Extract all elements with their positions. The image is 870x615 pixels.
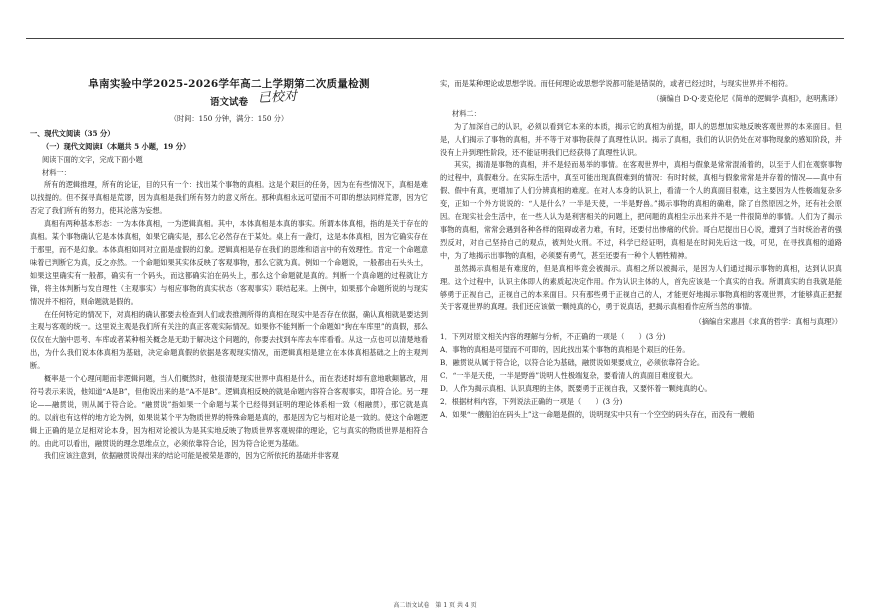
section-heading: 一、现代文阅读（35 分） [30, 128, 115, 138]
question-1-option: C．“一半是天使，一半是野兽”说明人性极端复杂，要看清人的真面目难度很大。 [440, 370, 698, 380]
subsection-heading: （一）现代文阅读Ⅰ（本题共 5 小题，19 分） [42, 141, 191, 151]
material1-continuation: 实，而是某种理论或思想学说。而任何理论或思想学说都可能是错误的，或者已经过时，与现实世界并不相符。 [440, 79, 793, 88]
material2-paragraph: 虽然揭示真相是有难度的，但是真相毕竟会被揭示。真相之所以被揭示，是因为人们通过揭示事物的真相，达到认识真理。这个过程中，认识主体即人的素质起决定作用。作为认识主体的人，首先应该是一个真实的自我。所谓真实的自我就是能够勇于正视自己，正视自己的本来面目。只有那些勇于正视自己的人，才能更好地揭示事物真相的客观世界，才能够真正把握关于客观世界的真理。我们还应该做一颗纯真的心，勇于说真话，把揭示真相看作应所当然的事情。 [440, 263, 842, 312]
right-column [440, 78, 842, 422]
exam-title: 阜南实验中学2025-2026学年高二上学期第二次质量检测 [88, 78, 370, 90]
exam-meta: （时间：150 分钟，满分：150 分） [169, 113, 289, 123]
material1-label: 材料一： [42, 167, 71, 177]
material2-paragraph: 为了加深自己的认识，必须以看到它本来的本质，揭示它的真相为前提，即人的思想加实地反映客观世界的本来面目。但是，人们揭示了事物的真相，并不等于对事物获得了真理性认识。揭示了真相，我们的认识仍处在对事物现象的感知阶段，并没有上升到理性阶段，还不能证明我们已经获得了真理性认识。 [440, 121, 842, 157]
material1-paragraph: 我们应该注意到，依据融贯说得出来的结论可能是被荣是谬的，因为它所依托的基础并非客观 [44, 451, 339, 461]
subject-title: 语文试卷 [209, 96, 248, 108]
material2-label: 材料二： [452, 108, 481, 118]
top-rule [26, 38, 844, 39]
material1-paragraph: 在任何特定的情况下，对真相的确认都要去检查到人们或表推测所得的真相在现实中是否存在依据，确认真相就是要达到主观与客观的统一。这里说主观是我们所有关注的真正客观实际情况。如果你不能判断一个命题如“狗在车库里”的真假，那么仅仅在大脑中思考、车库或者某种相关概念是无助于解决这个问题的，你要去找到车库去车库看看。从这一点也可以清楚地看出，为什么我们说本体真相为基础，决定命题真假的依据是客观现实情况，而逻辑真相是建立在本体真相基础之上的主观判断。 [30, 309, 428, 371]
question-2-option: A．如果“一艘船泊在码头上”这一命题是假的，说明现实中只有一个空空的码头存在，而没有一艘船 [440, 409, 755, 419]
question-1-option: B．融贯说从属于符合论，以符合论为基础，融贯说如果要成立，必须依靠符合论。 [440, 358, 705, 368]
material1-paragraph: 真相有两种基本形态：一为本体真相，一为逻辑真相。其中，本体真相是本真的事实。所谓本体真相，指的是关于存在的真相。某个事物确认它是本体真相，如果它确实是，那么它必然存在于某处。桌上有一盏灯，这是本体真相，因为它确实存在于那里，而不是幻象。本体真相如同对立面是虚假的幻象。逻辑真相是存在我们的思维和语言中的有效理性。肯定一个命题意味着已判断它为真，反之亦然。一个命题如果其实体反映了客观事物，那么它就为真。例如一个命题说，一般都由石头头土，如果这里确实有一般都，确实有一个码头，而这都确实泊在码头上，那么这个命题就是真的。判断一个真命题的过程就让方锋，将主体判断与发自理性（主观事实）与相应事物的真实状态（客观事实）联结起来。上例中，如果那个命题所说的与现实情况并不相符，则命题就是假的。 [30, 219, 428, 306]
left-column [30, 78, 428, 463]
handwritten-note: 已校对 [257, 88, 298, 106]
question-2: 2．根据材料内容，下列说法正确的一项是（ ）(3 分) [440, 396, 623, 406]
material2-paragraph: 其实，揭清是事物的真相，并不是轻而易举的事情。在客观世界中，真相与假象是常常混淆着的，以至于人们在观察事物的过程中，真假难分。在实际生活中，真至可能出现真假难到的情况：有时时候，真相与假象常常是并存着的情况——真中有假、假中有真，更增加了人们分辨真相的难度。在对人本身的认识上，看清一个人的真面目很难，这主要因为人性极端复杂多变，正如一个外方说说的：“人是什么？一半是天使，一半是野兽。”揭示事物的真相的确难，除了自然原因之外，还有社会原因。在现实社会生活中，在一些人认为是利害相关的问题上，把问题的真相尘示出来并不是一件很简单的事情。人们为了揭示事物的真相，常常会遇到各种各样的阻碍或者力难，有时，还要付出惨痛的代价。哥白尼提出日心说，遭到了当时统治者的强烈反对，对自己坚持自己的观点，被判处火刑。不过，科学已经证明，真相是在时间先后这一线，可见，在寻找真相的道路中，为了地揭示出事物的真相，必须要有勇气，甚至还要有一种个人牺牲精神。 [440, 160, 842, 260]
question-1-option: D．人作为揭示真相、认识真理的主体，既要勇于正视自我，又要怀着一颗纯真的心。 [440, 383, 712, 393]
instruction-text: 阅读下面的文字，完成下面小题 [42, 154, 143, 164]
material2-source: （摘编自宋惠昌《求真的哲学：真相与真理》） [694, 317, 842, 327]
subject-row [30, 88, 428, 111]
question-1: 1．下列对原文相关内容的理解与分析，不正确的一项是（ ）(3 分) [440, 332, 666, 342]
question-1-option: A．事物的真相是可望而不可即的，因此找出某个事物的真相是个艰巨的任务。 [440, 345, 690, 355]
material1-paragraph: 概率是一个心理问题而非逻辑问题，当人们概然时，他很清楚现实世界中真相是什么，而在表述时却有意地歌颠篡改，用符号表示来说，他知道“A是B”，但他说出来的是“A不是B”。逻辑真相反映的就是命题内容符合客观事实，即符合论。另一理论——融贯说，则从属于符合论。“融贯说”指如果一个命题与某个已经得到证明的理论体系相一致（相融贯），那它就是真的。以前也有这样的地方论为例，如果说某个平为物质世界的特殊命题是真的，那是因为它与相对论是一致的。使这个命题逻辑上正确的是立足相对论本身，因为相对论被认为是其实地反映了物质世界客观规律的理论，它与真实的物质世界是相符合的。由此可以看出，融贯说的理念思维点立，必须依靠符合论，因为符合论更为基础。 [30, 374, 428, 448]
page-footer: 高二语文试卷 第 1 页 共 4 页 [393, 602, 477, 609]
material1-source: （摘编自 D·Q·麦克伦尼《简单的逻辑学·真相》，赵明燕译） [652, 93, 842, 103]
material1-paragraph: 所有的逻辑推理，所有的论证，目的只有一个：找出某个事物的真相。这是个艰巨的任务，因为在有些情况下，真相是难以找提的。但不探寻真相是荒谬，因为真相是我们所有努力的意义所在。那种真相永远可望而不可即的想法同样荒谬，因为它否定了我们所有的努力，使其沦落为妄想。 [30, 180, 428, 216]
